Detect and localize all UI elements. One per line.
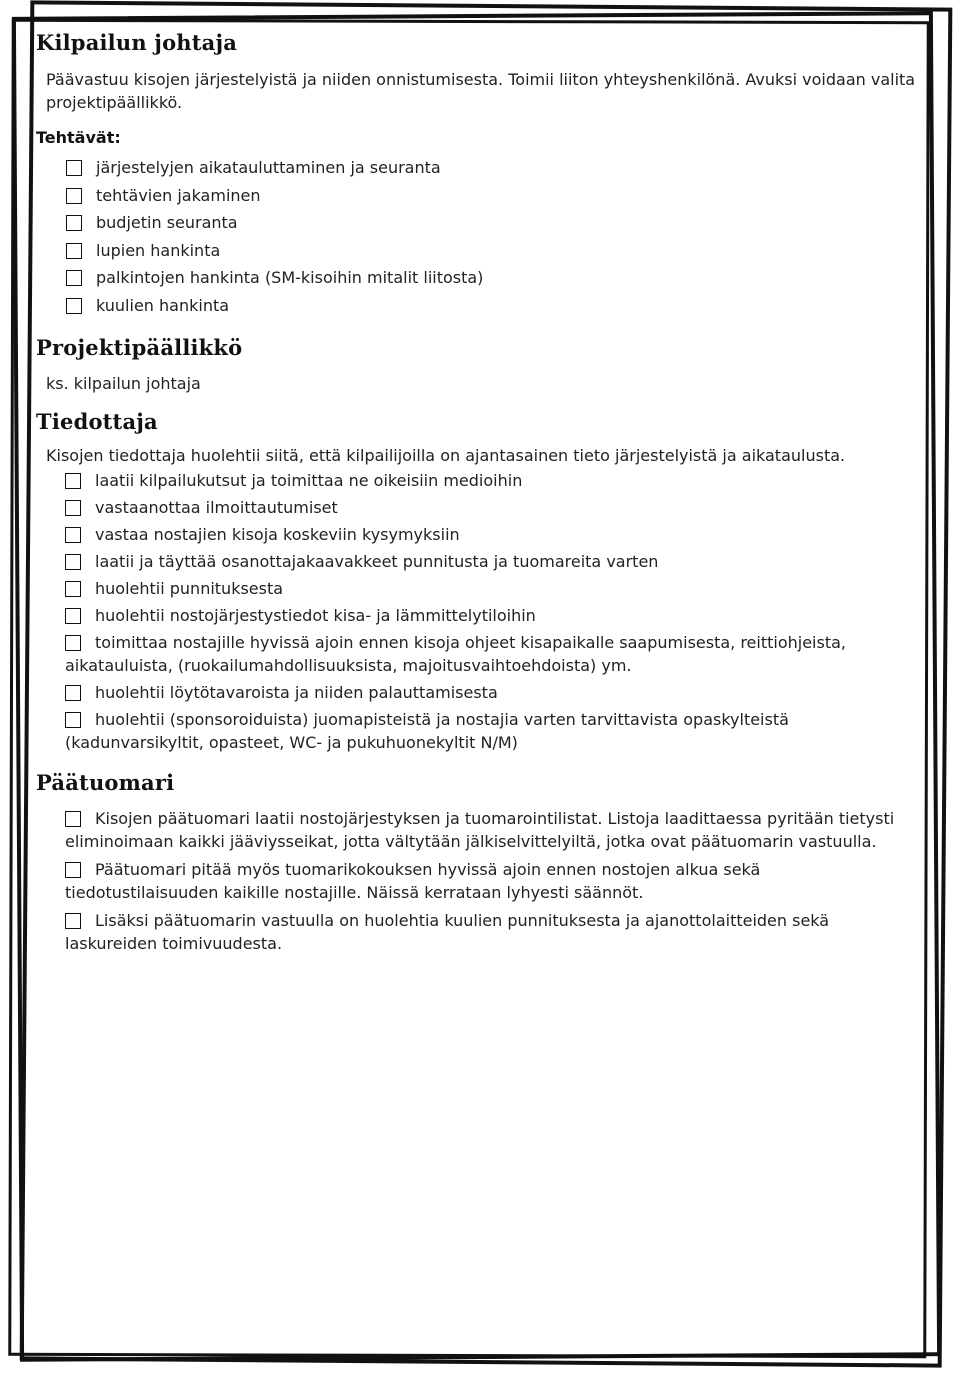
checkbox[interactable] bbox=[65, 500, 81, 516]
section-paatuomari bbox=[36, 770, 916, 955]
checklist-item-label: Lisäksi päätuomarin vastuulla on huolehtia kuulien punnituksesta ja ajanottolaitteiden sekä laskureiden toimivuudesta. bbox=[65, 910, 830, 953]
section-title: Kilpailun johtaja bbox=[36, 30, 238, 55]
checklist-item-label: järjestelyjen aikatauluttaminen ja seuranta bbox=[96, 158, 441, 177]
section-title: Projektipäällikkö bbox=[36, 334, 243, 360]
checklist-item bbox=[36, 294, 916, 317]
section-tiedottaja bbox=[36, 409, 916, 754]
checklist-item-label: huolehtii löytötavaroista ja niiden palauttamisesta bbox=[95, 682, 498, 702]
section-title: Tiedottaja bbox=[36, 408, 158, 434]
checkbox[interactable] bbox=[66, 298, 82, 314]
checklist-item-label: kuulien hankinta bbox=[96, 295, 230, 315]
checklist-item bbox=[36, 909, 916, 955]
checklist-item-label: vastaanottaa ilmoittautumiset bbox=[95, 497, 338, 517]
checklist-item-label: huolehtii punnituksesta bbox=[95, 578, 284, 598]
document-content bbox=[36, 28, 916, 960]
checklist-item bbox=[36, 523, 916, 546]
checkbox[interactable] bbox=[65, 862, 81, 878]
task-checklist bbox=[36, 156, 916, 317]
checkbox[interactable] bbox=[65, 635, 81, 651]
checklist-item-label: huolehtii nostojärjestystiedot kisa- ja lämmittelytiloihin bbox=[95, 605, 536, 625]
checkbox[interactable] bbox=[66, 243, 82, 259]
checklist-item bbox=[36, 211, 916, 234]
section-description: Päävastuu kisojen järjestelyistä ja niiden onnistumisesta. Toimii liiton yhteyshenkilönä. Avuksi voidaan valita projektipäällikkö. bbox=[46, 70, 916, 112]
section-projektipaallikko bbox=[36, 335, 916, 395]
checkbox[interactable] bbox=[65, 473, 81, 489]
checklist-item-label: Päätuomari pitää myös tuomarikokouksen hyvissä ajoin ennen nostojen alkua sekä tiedotustilaisuuden kaikille nostajille. Näissä kerrataan lyhyesti säännöt. bbox=[65, 859, 761, 902]
checklist-item-label: laatii kilpailukutsut ja toimittaa ne oikeisiin medioihin bbox=[95, 470, 523, 490]
checklist-item-label: laatii ja täyttää osanottajakaavakkeet punnitusta ja tuomareita varten bbox=[95, 551, 659, 571]
tasks-heading: Tehtävät: bbox=[36, 128, 121, 147]
checklist-item bbox=[36, 681, 916, 704]
checklist-item bbox=[36, 266, 916, 289]
section-kilpailun-johtaja bbox=[36, 30, 916, 317]
section-title: Päätuomari bbox=[36, 769, 175, 795]
task-checklist bbox=[36, 807, 916, 955]
checklist-item-label: toimittaa nostajille hyvissä ajoin ennen kisoja ohjeet kisapaikalle saapumisesta, reittiohjeista, aikatauluista, (ruokailumahdollisuuksista, majoitusvaihtoehdoista) ym. bbox=[65, 632, 846, 675]
checklist-item bbox=[36, 604, 916, 627]
checkbox[interactable] bbox=[66, 160, 82, 176]
checklist-item-label: palkintojen hankinta (SM-kisoihin mitalit liitosta) bbox=[96, 268, 484, 287]
checkbox[interactable] bbox=[65, 581, 81, 597]
checklist-item bbox=[36, 550, 916, 573]
checklist-item-label: vastaa nostajien kisoja koskeviin kysymyksiin bbox=[95, 524, 460, 544]
checklist-item bbox=[36, 239, 916, 262]
checklist-item bbox=[36, 631, 916, 677]
task-checklist bbox=[36, 469, 916, 754]
checklist-item bbox=[36, 807, 916, 853]
checkbox[interactable] bbox=[66, 215, 82, 231]
checklist-item bbox=[36, 496, 916, 519]
checkbox[interactable] bbox=[66, 270, 82, 286]
checkbox[interactable] bbox=[66, 188, 82, 204]
checkbox[interactable] bbox=[65, 913, 81, 929]
checklist-item-label: tehtävien jakaminen bbox=[96, 185, 261, 205]
checklist-item bbox=[36, 469, 916, 492]
checklist-item bbox=[36, 858, 916, 904]
checklist-item bbox=[36, 156, 916, 179]
checklist-item-label: lupien hankinta bbox=[96, 240, 221, 260]
checkbox[interactable] bbox=[65, 811, 81, 827]
section-description: Kisojen tiedottaja huolehtii siitä, että kilpailijoilla on ajantasainen tieto järjestelyistä ja aikataulusta. bbox=[46, 445, 846, 465]
checklist-item bbox=[36, 184, 916, 207]
checkbox[interactable] bbox=[65, 712, 81, 728]
checklist-item bbox=[36, 577, 916, 600]
checkbox[interactable] bbox=[65, 554, 81, 570]
checklist-item-label: huolehtii (sponsoroiduista) juomapisteistä ja nostajia varten tarvittavista opaskylteistä (kadunvarsikyltit, opasteet, WC- ja pukuhuonekyltit N/M) bbox=[65, 709, 789, 752]
checkbox[interactable] bbox=[65, 527, 81, 543]
section-description: ks. kilpailun johtaja bbox=[46, 373, 201, 393]
checkbox[interactable] bbox=[65, 608, 81, 624]
checklist-item-label: budjetin seuranta bbox=[96, 213, 238, 232]
checkbox[interactable] bbox=[65, 685, 81, 701]
checklist-item-label: Kisojen päätuomari laatii nostojärjestyksen ja tuomarointilistat. Listoja laadittaessa pyritään tietysti eliminoimaan kaikki jääviysseikat, jotta vältytään jälkiselvittelyiltä, jotka ovat päätuomarin vastuulla. bbox=[65, 808, 895, 851]
checklist-item bbox=[36, 708, 916, 754]
